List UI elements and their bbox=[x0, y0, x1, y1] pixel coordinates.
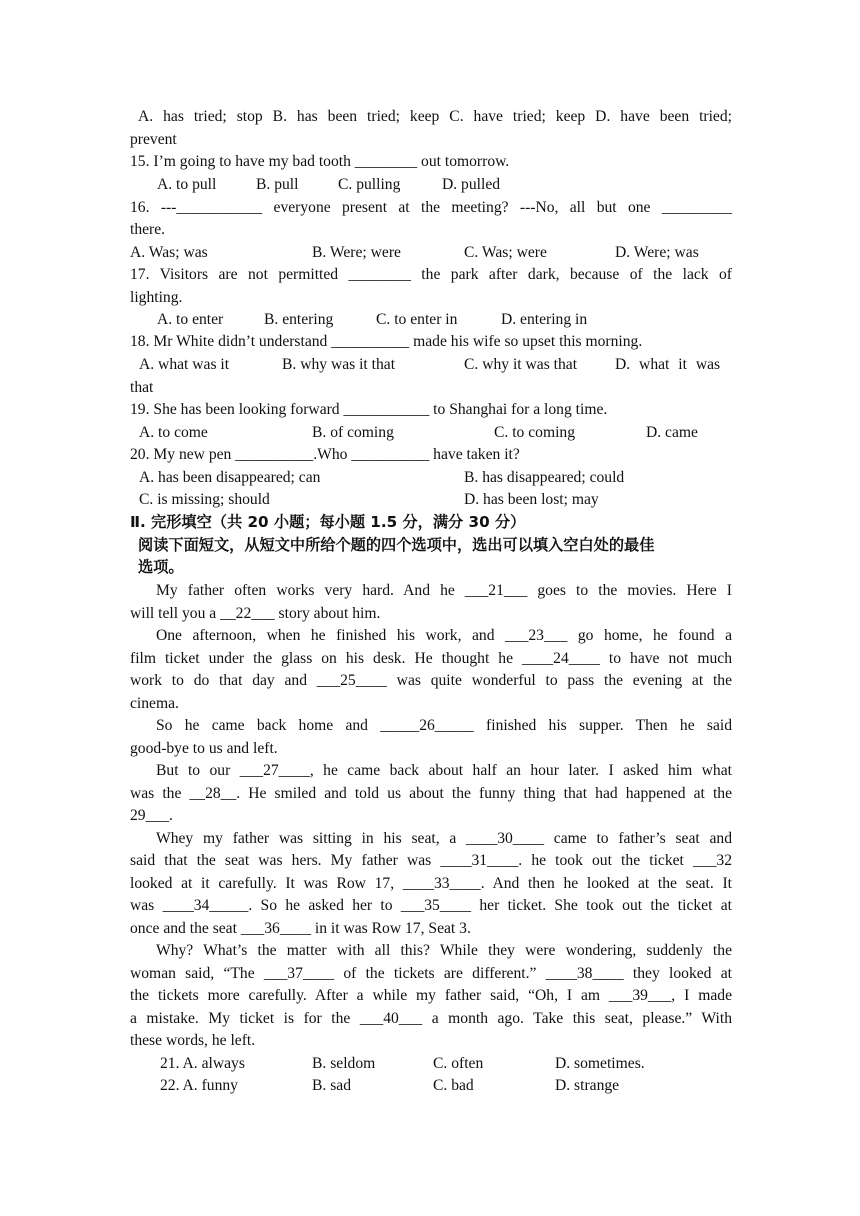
option-a: A. has been disappeared; can bbox=[139, 469, 321, 486]
option-d: D. sometimes. bbox=[555, 1055, 645, 1072]
passage-line: the tickets more carefully. After a while my father said, “Oh, I am ___39___, I made bbox=[130, 987, 732, 1004]
option-d: D. came bbox=[646, 424, 698, 441]
passage-line: One afternoon, when he finished his work, and ___23___ go home, he found a bbox=[156, 627, 732, 644]
q20-stem: 20. My new pen __________.Who __________ have taken it? bbox=[130, 446, 520, 463]
passage-line: good-bye to us and left. bbox=[130, 740, 278, 757]
option-c: C. pulling bbox=[338, 176, 401, 193]
q18-stem: 18. Mr White didn’t understand __________ made his wife so upset this morning. bbox=[130, 333, 643, 350]
option-a: A. to enter bbox=[157, 311, 224, 328]
q17-stem-line-1: 17. Visitors are not permitted ________ the park after dark, because of the lack of bbox=[130, 266, 732, 283]
q21-options bbox=[130, 1053, 732, 1075]
q15-stem: 15. I’m going to have my bad tooth ________ out tomorrow. bbox=[130, 153, 510, 170]
passage-line: cinema. bbox=[130, 695, 179, 712]
option-c: C. to enter in bbox=[376, 311, 458, 328]
q16-stem-line-2: there. bbox=[130, 221, 166, 238]
option-b: B. has disappeared; could bbox=[464, 469, 625, 486]
q16-options bbox=[130, 242, 732, 264]
q22-options bbox=[130, 1075, 732, 1097]
section-instruction-line-1: 阅读下面短文，从短文中所给个题的四个选项中，选出可以填入空白处的最佳 bbox=[138, 536, 655, 554]
option-b: B. sad bbox=[312, 1077, 351, 1094]
q17-stem-line-2: lighting. bbox=[130, 289, 183, 306]
q16-stem-line-1: 16. ---___________ everyone present at the meeting? ---No, all but one _________ bbox=[130, 199, 732, 216]
option-d: D. strange bbox=[555, 1077, 620, 1094]
passage-line: But to our ___27____, he came back about half an hour later. I asked him what bbox=[156, 762, 732, 779]
passage-line: looked at it carefully. It was Row 17, ____33____. And then he looked at the seat. It bbox=[130, 875, 732, 892]
option-c: C. why it was that bbox=[464, 356, 578, 373]
option-a: A. to pull bbox=[157, 176, 217, 193]
option-d: D. pulled bbox=[442, 176, 501, 193]
passage-line: Why? What’s the matter with all this? While they were wondering, suddenly the bbox=[156, 942, 732, 959]
passage-line: was the __28__. He smiled and told us about the funny thing that had happened at the bbox=[130, 785, 732, 802]
option-d: D. has been lost; may bbox=[464, 491, 599, 508]
passage-line: film ticket under the glass on his desk. He thought he ____24____ to have not much bbox=[130, 650, 732, 667]
q14-options-line-2: prevent bbox=[130, 131, 177, 148]
section-instruction-line-2: 选项。 bbox=[138, 558, 184, 576]
option-a: A. to come bbox=[139, 424, 208, 441]
passage-line: So he came back home and _____26_____ finished his supper. Then he said bbox=[156, 717, 732, 734]
passage-line: work to do that day and ___25____ was quite wonderful to pass the evening at the bbox=[130, 672, 732, 689]
passage-line: will tell you a __22___ story about him. bbox=[130, 605, 381, 622]
option-b: B. why was it that bbox=[282, 356, 396, 373]
q17-options bbox=[130, 309, 732, 331]
option-a: A. Was; was bbox=[130, 244, 208, 261]
passage-line: a mistake. My ticket is for the ___40___ a month ago. Take this seat, please.” With bbox=[130, 1010, 732, 1027]
option-c: C. is missing; should bbox=[139, 491, 270, 508]
option-b: B. entering bbox=[264, 311, 334, 328]
passage-line: said that the seat was hers. My father was ____31____. he took out the ticket ___32 bbox=[130, 852, 732, 869]
q18-options bbox=[130, 354, 732, 376]
option-a: 21. A. always bbox=[160, 1055, 245, 1072]
passage-line: woman said, “The ___37____ of the tickets are different.” ____38____ they looked at bbox=[130, 965, 732, 982]
option-d: D. entering in bbox=[501, 311, 588, 328]
option-b: B. Were; were bbox=[312, 244, 401, 261]
q20-options-row-2 bbox=[130, 489, 732, 511]
q20-options-row-1 bbox=[130, 467, 732, 489]
q18-options-wrap: that bbox=[130, 379, 154, 396]
section-heading: Ⅱ. 完形填空（共 20 小题；每小题 1.5 分，满分 30 分） bbox=[130, 513, 526, 531]
option-c: C. Was; were bbox=[464, 244, 547, 261]
option-c: C. bad bbox=[433, 1077, 474, 1094]
option-b: B. seldom bbox=[312, 1055, 376, 1072]
passage-line: was ____34_____. So he asked her to ___35____ her ticket. She took out the ticket at bbox=[130, 897, 732, 914]
option-a: A. what was it bbox=[139, 356, 230, 373]
option-b: B. of coming bbox=[312, 424, 394, 441]
passage-line: Whey my father was sitting in his seat, a ____30____ came to father’s seat and bbox=[156, 830, 732, 847]
option-a: 22. A. funny bbox=[160, 1077, 238, 1094]
option-b: B. pull bbox=[256, 176, 299, 193]
passage-line: 29___. bbox=[130, 807, 173, 824]
option-d: D. what it was bbox=[615, 356, 721, 373]
q15-options bbox=[130, 174, 732, 196]
option-c: C. often bbox=[433, 1055, 484, 1072]
passage-line: once and the seat ___36____ in it was Row 17, Seat 3. bbox=[130, 920, 471, 937]
passage-line: My father often works very hard. And he ___21___ goes to the movies. Here I bbox=[156, 582, 732, 599]
q19-stem: 19. She has been looking forward ___________ to Shanghai for a long time. bbox=[130, 401, 608, 418]
option-c: C. to coming bbox=[494, 424, 575, 441]
q14-options-line-1: A. has tried; stop B. has been tried; keep C. have tried; keep D. have been tried; bbox=[138, 108, 732, 125]
passage-line: these words, he left. bbox=[130, 1032, 256, 1049]
option-d: D. Were; was bbox=[615, 244, 699, 261]
q19-options bbox=[130, 422, 732, 444]
